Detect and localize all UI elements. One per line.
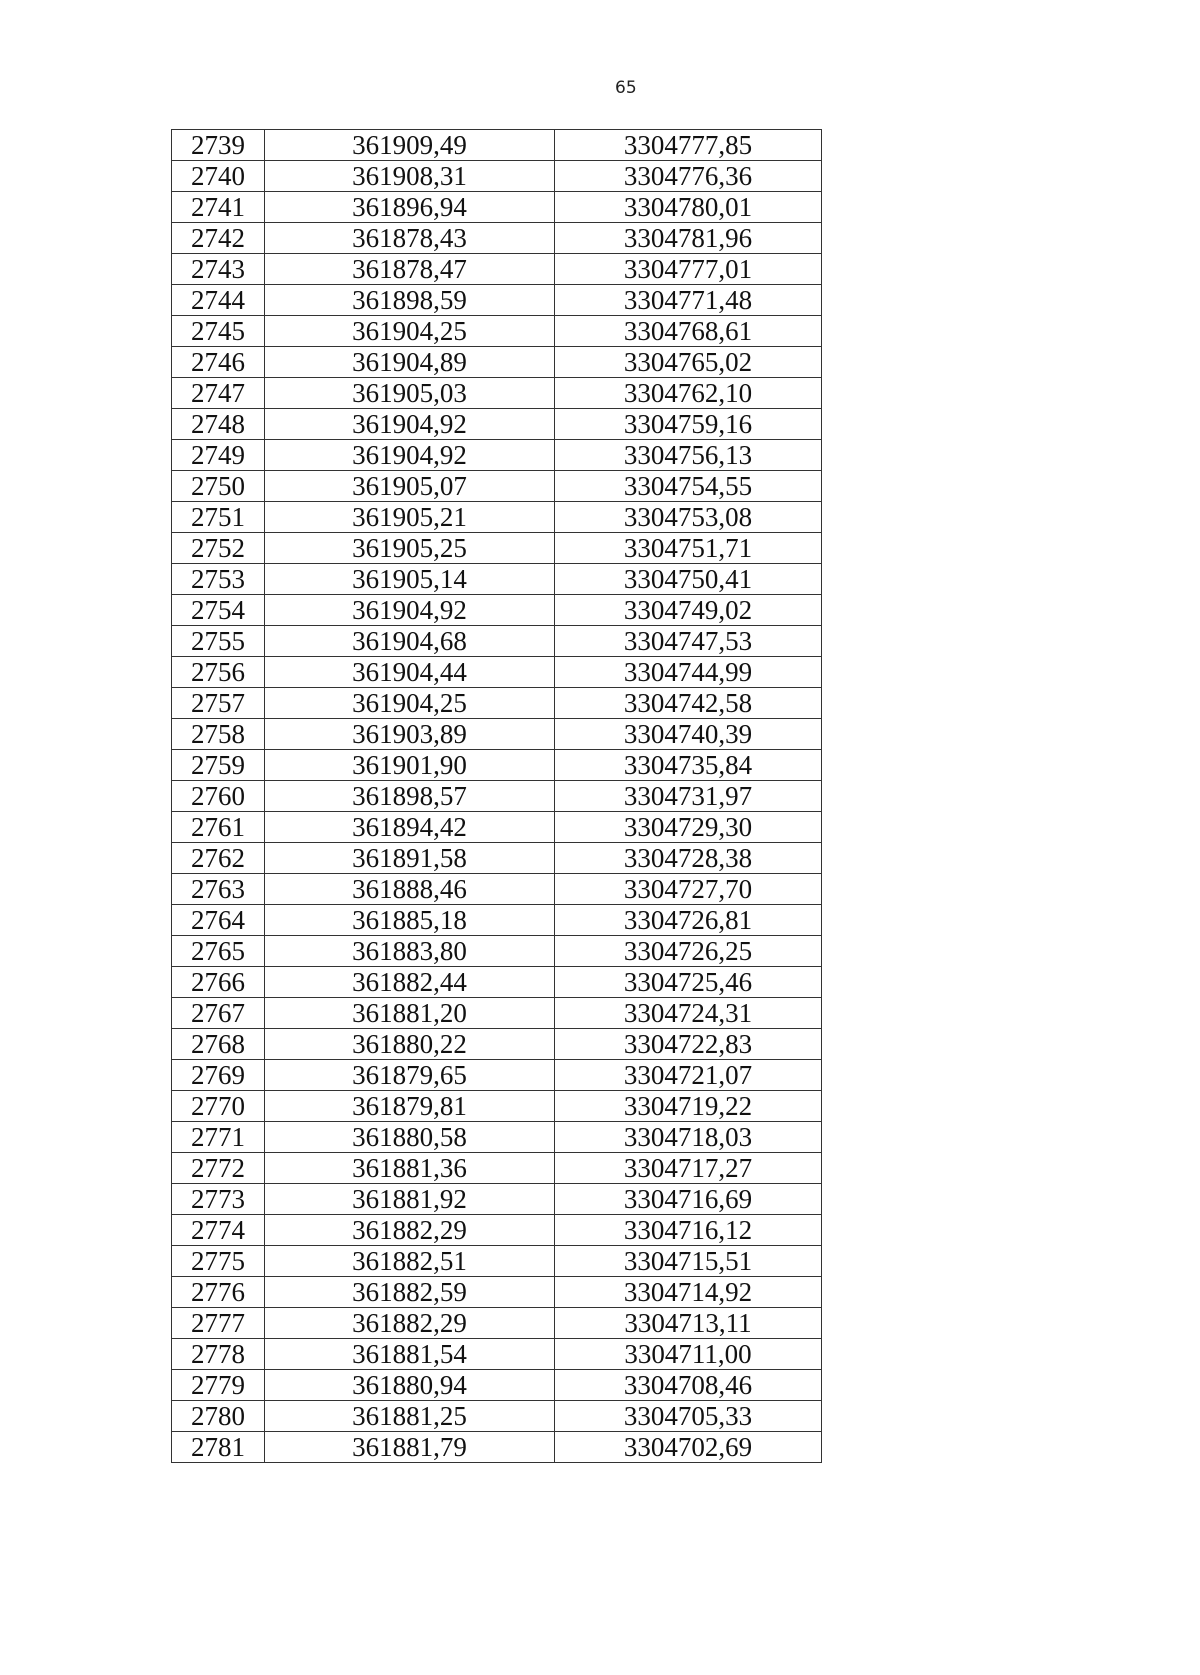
table-row bbox=[172, 626, 822, 657]
y-coordinate-cell: 3304729,30 bbox=[555, 812, 822, 843]
x-coordinate-cell: 361879,81 bbox=[265, 1091, 555, 1122]
point-number-cell: 2775 bbox=[172, 1246, 265, 1277]
y-coordinate-cell: 3304762,10 bbox=[555, 378, 822, 409]
y-coordinate-cell: 3304721,07 bbox=[555, 1060, 822, 1091]
y-coordinate-cell: 3304719,22 bbox=[555, 1091, 822, 1122]
x-coordinate-cell: 361882,29 bbox=[265, 1215, 555, 1246]
x-coordinate-cell: 361905,14 bbox=[265, 564, 555, 595]
x-coordinate-cell: 361882,59 bbox=[265, 1277, 555, 1308]
table-row bbox=[172, 378, 822, 409]
x-coordinate-cell: 361888,46 bbox=[265, 874, 555, 905]
y-coordinate-cell: 3304718,03 bbox=[555, 1122, 822, 1153]
y-coordinate-cell: 3304726,81 bbox=[555, 905, 822, 936]
table-row bbox=[172, 409, 822, 440]
table-row bbox=[172, 502, 822, 533]
table-row bbox=[172, 812, 822, 843]
x-coordinate-cell: 361878,43 bbox=[265, 223, 555, 254]
table-row bbox=[172, 843, 822, 874]
table-row bbox=[172, 874, 822, 905]
x-coordinate-cell: 361905,25 bbox=[265, 533, 555, 564]
point-number-cell: 2750 bbox=[172, 471, 265, 502]
x-coordinate-cell: 361882,44 bbox=[265, 967, 555, 998]
point-number-cell: 2781 bbox=[172, 1432, 265, 1463]
point-number-cell: 2769 bbox=[172, 1060, 265, 1091]
x-coordinate-cell: 361881,92 bbox=[265, 1184, 555, 1215]
table-row bbox=[172, 595, 822, 626]
x-coordinate-cell: 361881,25 bbox=[265, 1401, 555, 1432]
point-number-cell: 2778 bbox=[172, 1339, 265, 1370]
point-number-cell: 2753 bbox=[172, 564, 265, 595]
x-coordinate-cell: 361904,68 bbox=[265, 626, 555, 657]
point-number-cell: 2765 bbox=[172, 936, 265, 967]
point-number-cell: 2770 bbox=[172, 1091, 265, 1122]
table-row bbox=[172, 688, 822, 719]
table-row bbox=[172, 1277, 822, 1308]
point-number-cell: 2758 bbox=[172, 719, 265, 750]
x-coordinate-cell: 361904,89 bbox=[265, 347, 555, 378]
table-row bbox=[172, 1401, 822, 1432]
point-number-cell: 2754 bbox=[172, 595, 265, 626]
y-coordinate-cell: 3304765,02 bbox=[555, 347, 822, 378]
x-coordinate-cell: 361904,25 bbox=[265, 688, 555, 719]
point-number-cell: 2747 bbox=[172, 378, 265, 409]
x-coordinate-cell: 361904,25 bbox=[265, 316, 555, 347]
x-coordinate-cell: 361904,44 bbox=[265, 657, 555, 688]
table-row bbox=[172, 1184, 822, 1215]
point-number-cell: 2761 bbox=[172, 812, 265, 843]
y-coordinate-cell: 3304726,25 bbox=[555, 936, 822, 967]
y-coordinate-cell: 3304780,01 bbox=[555, 192, 822, 223]
table-row bbox=[172, 440, 822, 471]
y-coordinate-cell: 3304714,92 bbox=[555, 1277, 822, 1308]
point-number-cell: 2748 bbox=[172, 409, 265, 440]
point-number-cell: 2756 bbox=[172, 657, 265, 688]
x-coordinate-cell: 361905,03 bbox=[265, 378, 555, 409]
point-number-cell: 2776 bbox=[172, 1277, 265, 1308]
x-coordinate-cell: 361882,51 bbox=[265, 1246, 555, 1277]
point-number-cell: 2777 bbox=[172, 1308, 265, 1339]
point-number-cell: 2739 bbox=[172, 130, 265, 161]
x-coordinate-cell: 361891,58 bbox=[265, 843, 555, 874]
table-row bbox=[172, 1339, 822, 1370]
table-row bbox=[172, 316, 822, 347]
table-row bbox=[172, 564, 822, 595]
x-coordinate-cell: 361904,92 bbox=[265, 595, 555, 626]
table-row bbox=[172, 967, 822, 998]
point-number-cell: 2755 bbox=[172, 626, 265, 657]
table-row bbox=[172, 1432, 822, 1463]
y-coordinate-cell: 3304776,36 bbox=[555, 161, 822, 192]
point-number-cell: 2760 bbox=[172, 781, 265, 812]
page-number: 65 bbox=[615, 78, 637, 98]
table-row bbox=[172, 347, 822, 378]
x-coordinate-cell: 361896,94 bbox=[265, 192, 555, 223]
y-coordinate-cell: 3304749,02 bbox=[555, 595, 822, 626]
point-number-cell: 2743 bbox=[172, 254, 265, 285]
x-coordinate-cell: 361882,29 bbox=[265, 1308, 555, 1339]
y-coordinate-cell: 3304711,00 bbox=[555, 1339, 822, 1370]
y-coordinate-cell: 3304777,01 bbox=[555, 254, 822, 285]
point-number-cell: 2773 bbox=[172, 1184, 265, 1215]
x-coordinate-cell: 361880,94 bbox=[265, 1370, 555, 1401]
point-number-cell: 2741 bbox=[172, 192, 265, 223]
table-row bbox=[172, 254, 822, 285]
point-number-cell: 2763 bbox=[172, 874, 265, 905]
coordinates-table-body bbox=[172, 130, 822, 1463]
y-coordinate-cell: 3304705,33 bbox=[555, 1401, 822, 1432]
table-row bbox=[172, 1153, 822, 1184]
point-number-cell: 2779 bbox=[172, 1370, 265, 1401]
table-row bbox=[172, 657, 822, 688]
x-coordinate-cell: 361909,49 bbox=[265, 130, 555, 161]
point-number-cell: 2757 bbox=[172, 688, 265, 719]
table-row bbox=[172, 1308, 822, 1339]
x-coordinate-cell: 361881,79 bbox=[265, 1432, 555, 1463]
y-coordinate-cell: 3304759,16 bbox=[555, 409, 822, 440]
y-coordinate-cell: 3304713,11 bbox=[555, 1308, 822, 1339]
point-number-cell: 2746 bbox=[172, 347, 265, 378]
y-coordinate-cell: 3304725,46 bbox=[555, 967, 822, 998]
x-coordinate-cell: 361879,65 bbox=[265, 1060, 555, 1091]
x-coordinate-cell: 361881,20 bbox=[265, 998, 555, 1029]
y-coordinate-cell: 3304728,38 bbox=[555, 843, 822, 874]
point-number-cell: 2759 bbox=[172, 750, 265, 781]
y-coordinate-cell: 3304731,97 bbox=[555, 781, 822, 812]
table-row bbox=[172, 1246, 822, 1277]
point-number-cell: 2766 bbox=[172, 967, 265, 998]
y-coordinate-cell: 3304735,84 bbox=[555, 750, 822, 781]
point-number-cell: 2752 bbox=[172, 533, 265, 564]
x-coordinate-cell: 361880,22 bbox=[265, 1029, 555, 1060]
table-row bbox=[172, 1215, 822, 1246]
y-coordinate-cell: 3304768,61 bbox=[555, 316, 822, 347]
point-number-cell: 2751 bbox=[172, 502, 265, 533]
x-coordinate-cell: 361880,58 bbox=[265, 1122, 555, 1153]
point-number-cell: 2762 bbox=[172, 843, 265, 874]
y-coordinate-cell: 3304716,69 bbox=[555, 1184, 822, 1215]
y-coordinate-cell: 3304724,31 bbox=[555, 998, 822, 1029]
y-coordinate-cell: 3304744,99 bbox=[555, 657, 822, 688]
y-coordinate-cell: 3304727,70 bbox=[555, 874, 822, 905]
point-number-cell: 2780 bbox=[172, 1401, 265, 1432]
table-row bbox=[172, 936, 822, 967]
table-row bbox=[172, 719, 822, 750]
table-row bbox=[172, 285, 822, 316]
table-row bbox=[172, 130, 822, 161]
x-coordinate-cell: 361898,57 bbox=[265, 781, 555, 812]
x-coordinate-cell: 361908,31 bbox=[265, 161, 555, 192]
x-coordinate-cell: 361894,42 bbox=[265, 812, 555, 843]
point-number-cell: 2742 bbox=[172, 223, 265, 254]
table-row bbox=[172, 1060, 822, 1091]
x-coordinate-cell: 361905,07 bbox=[265, 471, 555, 502]
point-number-cell: 2740 bbox=[172, 161, 265, 192]
table-row bbox=[172, 223, 822, 254]
point-number-cell: 2749 bbox=[172, 440, 265, 471]
table-row bbox=[172, 1029, 822, 1060]
y-coordinate-cell: 3304756,13 bbox=[555, 440, 822, 471]
table-row bbox=[172, 998, 822, 1029]
point-number-cell: 2774 bbox=[172, 1215, 265, 1246]
x-coordinate-cell: 361903,89 bbox=[265, 719, 555, 750]
table-row bbox=[172, 1091, 822, 1122]
x-coordinate-cell: 361898,59 bbox=[265, 285, 555, 316]
table-row bbox=[172, 1122, 822, 1153]
point-number-cell: 2772 bbox=[172, 1153, 265, 1184]
y-coordinate-cell: 3304715,51 bbox=[555, 1246, 822, 1277]
table-row bbox=[172, 750, 822, 781]
y-coordinate-cell: 3304751,71 bbox=[555, 533, 822, 564]
y-coordinate-cell: 3304747,53 bbox=[555, 626, 822, 657]
coordinates-table bbox=[171, 129, 822, 1463]
x-coordinate-cell: 361883,80 bbox=[265, 936, 555, 967]
y-coordinate-cell: 3304750,41 bbox=[555, 564, 822, 595]
y-coordinate-cell: 3304771,48 bbox=[555, 285, 822, 316]
y-coordinate-cell: 3304781,96 bbox=[555, 223, 822, 254]
x-coordinate-cell: 361904,92 bbox=[265, 440, 555, 471]
point-number-cell: 2767 bbox=[172, 998, 265, 1029]
table-row bbox=[172, 471, 822, 502]
x-coordinate-cell: 361901,90 bbox=[265, 750, 555, 781]
table-row bbox=[172, 905, 822, 936]
y-coordinate-cell: 3304742,58 bbox=[555, 688, 822, 719]
y-coordinate-cell: 3304777,85 bbox=[555, 130, 822, 161]
point-number-cell: 2764 bbox=[172, 905, 265, 936]
x-coordinate-cell: 361885,18 bbox=[265, 905, 555, 936]
y-coordinate-cell: 3304716,12 bbox=[555, 1215, 822, 1246]
y-coordinate-cell: 3304753,08 bbox=[555, 502, 822, 533]
y-coordinate-cell: 3304717,27 bbox=[555, 1153, 822, 1184]
table-row bbox=[172, 161, 822, 192]
table-row bbox=[172, 533, 822, 564]
x-coordinate-cell: 361904,92 bbox=[265, 409, 555, 440]
x-coordinate-cell: 361905,21 bbox=[265, 502, 555, 533]
y-coordinate-cell: 3304722,83 bbox=[555, 1029, 822, 1060]
x-coordinate-cell: 361881,54 bbox=[265, 1339, 555, 1370]
y-coordinate-cell: 3304754,55 bbox=[555, 471, 822, 502]
x-coordinate-cell: 361878,47 bbox=[265, 254, 555, 285]
y-coordinate-cell: 3304740,39 bbox=[555, 719, 822, 750]
x-coordinate-cell: 361881,36 bbox=[265, 1153, 555, 1184]
y-coordinate-cell: 3304708,46 bbox=[555, 1370, 822, 1401]
y-coordinate-cell: 3304702,69 bbox=[555, 1432, 822, 1463]
table-row bbox=[172, 781, 822, 812]
table-row bbox=[172, 192, 822, 223]
table-row bbox=[172, 1370, 822, 1401]
point-number-cell: 2768 bbox=[172, 1029, 265, 1060]
point-number-cell: 2771 bbox=[172, 1122, 265, 1153]
point-number-cell: 2745 bbox=[172, 316, 265, 347]
point-number-cell: 2744 bbox=[172, 285, 265, 316]
